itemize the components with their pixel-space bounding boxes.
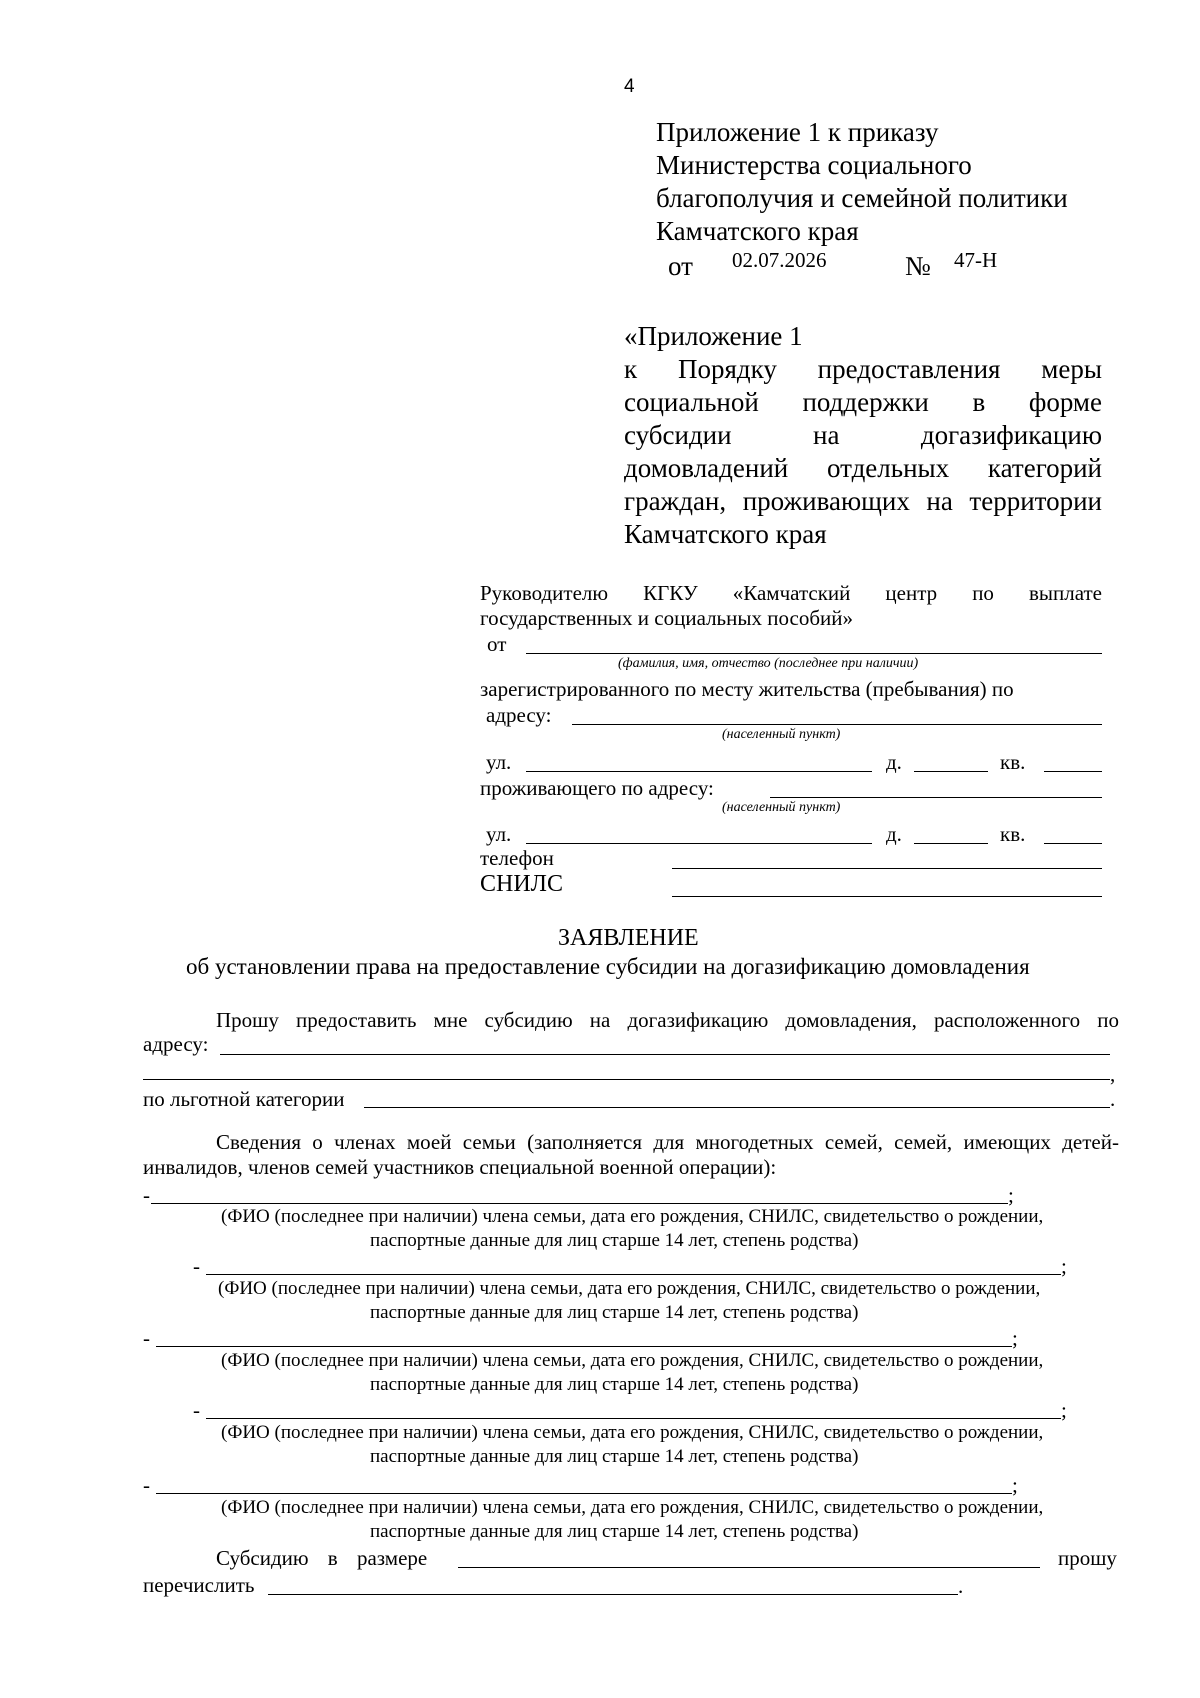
member-hint: паспортные данные для лиц старше 14 лет, степень родства)	[370, 1521, 859, 1542]
street-label: ул.	[486, 750, 512, 774]
living-house-field[interactable]	[914, 843, 988, 844]
period: .	[958, 1574, 964, 1598]
comma: ,	[1110, 1062, 1116, 1086]
page-number: 4	[624, 76, 635, 97]
request-address-field-2[interactable]	[143, 1079, 1110, 1080]
family-member-field-3[interactable]	[156, 1346, 1012, 1347]
header-line: Приложение 1 к приказу	[656, 117, 939, 147]
member-hint: паспортные данные для лиц старше 14 лет, степень родства)	[370, 1230, 859, 1251]
request-address-label: адресу:	[143, 1032, 209, 1056]
appendix-line: социальной поддержки в форме	[624, 387, 1102, 417]
member-hint: (ФИО (последнее при наличии) члена семьи, дата его рождения, СНИЛС, свидетельство о рождении,	[218, 1278, 1041, 1299]
request-address-field[interactable]	[220, 1054, 1110, 1055]
request-text: Прошу предоставить мне субсидию на догазификацию домовладения, расположенного по	[216, 1008, 1119, 1032]
order-number-label: №	[905, 251, 931, 281]
member-hint: паспортные данные для лиц старше 14 лет, степень родства)	[370, 1374, 859, 1395]
appendix-title: «Приложение 1	[624, 321, 803, 351]
ask-label: прошу	[1058, 1546, 1117, 1570]
order-date-label: от	[668, 251, 693, 281]
appendix-line: к Порядку предоставления меры	[624, 354, 1102, 384]
snils-field[interactable]	[672, 896, 1102, 897]
flat-label: кв.	[1000, 750, 1026, 774]
statement-subtitle: об установлении права на предоставление субсидии на догазификацию домовладения	[186, 954, 1030, 979]
registered-street-field[interactable]	[526, 771, 872, 772]
phone-label: телефон	[480, 846, 554, 870]
member-semicolon: ;	[1012, 1326, 1018, 1350]
member-hint: (ФИО (последнее при наличии) члена семьи, дата его рождения, СНИЛС, свидетельство о рождении,	[221, 1350, 1044, 1371]
addressee-line: Руководителю КГКУ «Камчатский центр по выплате	[480, 581, 1102, 605]
subsidy-amount-field[interactable]	[458, 1567, 1040, 1568]
appendix-line: граждан, проживающих на территории	[624, 486, 1102, 516]
order-number: 47-Н	[954, 248, 998, 272]
category-label: по льготной категории	[143, 1087, 345, 1111]
header-line: Камчатского края	[656, 216, 859, 246]
header-line: благополучия и семейной политики	[656, 183, 1068, 213]
family-text: Сведения о членах моей семьи (заполняется для многодетных семей, семей, имеющих детей-	[216, 1130, 1119, 1154]
living-flat-field[interactable]	[1044, 843, 1102, 844]
family-member-field-5[interactable]	[156, 1493, 1012, 1494]
statement-title: ЗАЯВЛЕНИЕ	[558, 925, 699, 951]
transfer-details-field[interactable]	[268, 1594, 958, 1595]
member-dash: -	[193, 1398, 200, 1422]
flat-label: кв.	[1000, 822, 1026, 846]
period: .	[1110, 1087, 1116, 1111]
locality-hint: (населенный пункт)	[722, 800, 841, 815]
appendix-line: домовладений отдельных категорий	[624, 453, 1102, 483]
appendix-line: Камчатского края	[624, 519, 827, 549]
member-hint: паспортные данные для лиц старше 14 лет, степень родства)	[370, 1446, 859, 1467]
member-dash: -	[193, 1254, 200, 1278]
house-label: д.	[886, 750, 902, 774]
subsidy-label: Субсидию в размере	[216, 1546, 428, 1570]
living-street-field[interactable]	[526, 843, 872, 844]
from-label: от	[487, 632, 507, 656]
fio-hint: (фамилия, имя, отчество (последнее при наличии)	[618, 656, 919, 671]
address-label: адресу:	[486, 703, 552, 727]
member-semicolon: ;	[1012, 1473, 1018, 1497]
order-date: 02.07.2026	[732, 248, 827, 272]
family-member-field-4[interactable]	[206, 1418, 1061, 1419]
addressee-line: государственных и социальных пособий»	[480, 606, 853, 630]
member-hint: (ФИО (последнее при наличии) члена семьи, дата его рождения, СНИЛС, свидетельство о рождении,	[221, 1206, 1044, 1227]
category-field[interactable]	[364, 1107, 1110, 1108]
member-semicolon: ;	[1061, 1398, 1067, 1422]
member-hint: (ФИО (последнее при наличии) члена семьи, дата его рождения, СНИЛС, свидетельство о рождении,	[221, 1422, 1044, 1443]
member-semicolon: ;	[1008, 1183, 1014, 1207]
member-hint: паспортные данные для лиц старше 14 лет, степень родства)	[370, 1302, 859, 1323]
registered-flat-field[interactable]	[1044, 771, 1102, 772]
member-dash: -	[143, 1326, 150, 1350]
member-dash: -	[143, 1183, 150, 1207]
family-member-field-1[interactable]	[151, 1203, 1008, 1204]
registered-label: зарегистрированного по месту жительства (пребывания) по	[480, 677, 1014, 701]
registered-locality-field[interactable]	[572, 724, 1102, 725]
header-line: Министерства социального	[656, 150, 972, 180]
transfer-label: перечислить	[143, 1573, 255, 1597]
fio-field[interactable]	[526, 653, 1102, 654]
phone-field[interactable]	[672, 868, 1102, 869]
member-hint: (ФИО (последнее при наличии) члена семьи, дата его рождения, СНИЛС, свидетельство о рождении,	[221, 1497, 1044, 1518]
member-dash: -	[143, 1473, 150, 1497]
member-semicolon: ;	[1061, 1254, 1067, 1278]
family-member-field-2[interactable]	[206, 1274, 1061, 1275]
snils-label: СНИЛС	[480, 871, 563, 897]
house-label: д.	[886, 822, 902, 846]
locality-hint: (населенный пункт)	[722, 727, 841, 742]
living-locality-field[interactable]	[770, 797, 1102, 798]
registered-house-field[interactable]	[914, 771, 988, 772]
living-label: проживающего по адресу:	[480, 776, 714, 800]
street-label: ул.	[486, 822, 512, 846]
appendix-line: субсидии на догазификацию	[624, 420, 1102, 450]
family-text: инвалидов, членов семей участников специальной военной операции):	[143, 1155, 777, 1179]
